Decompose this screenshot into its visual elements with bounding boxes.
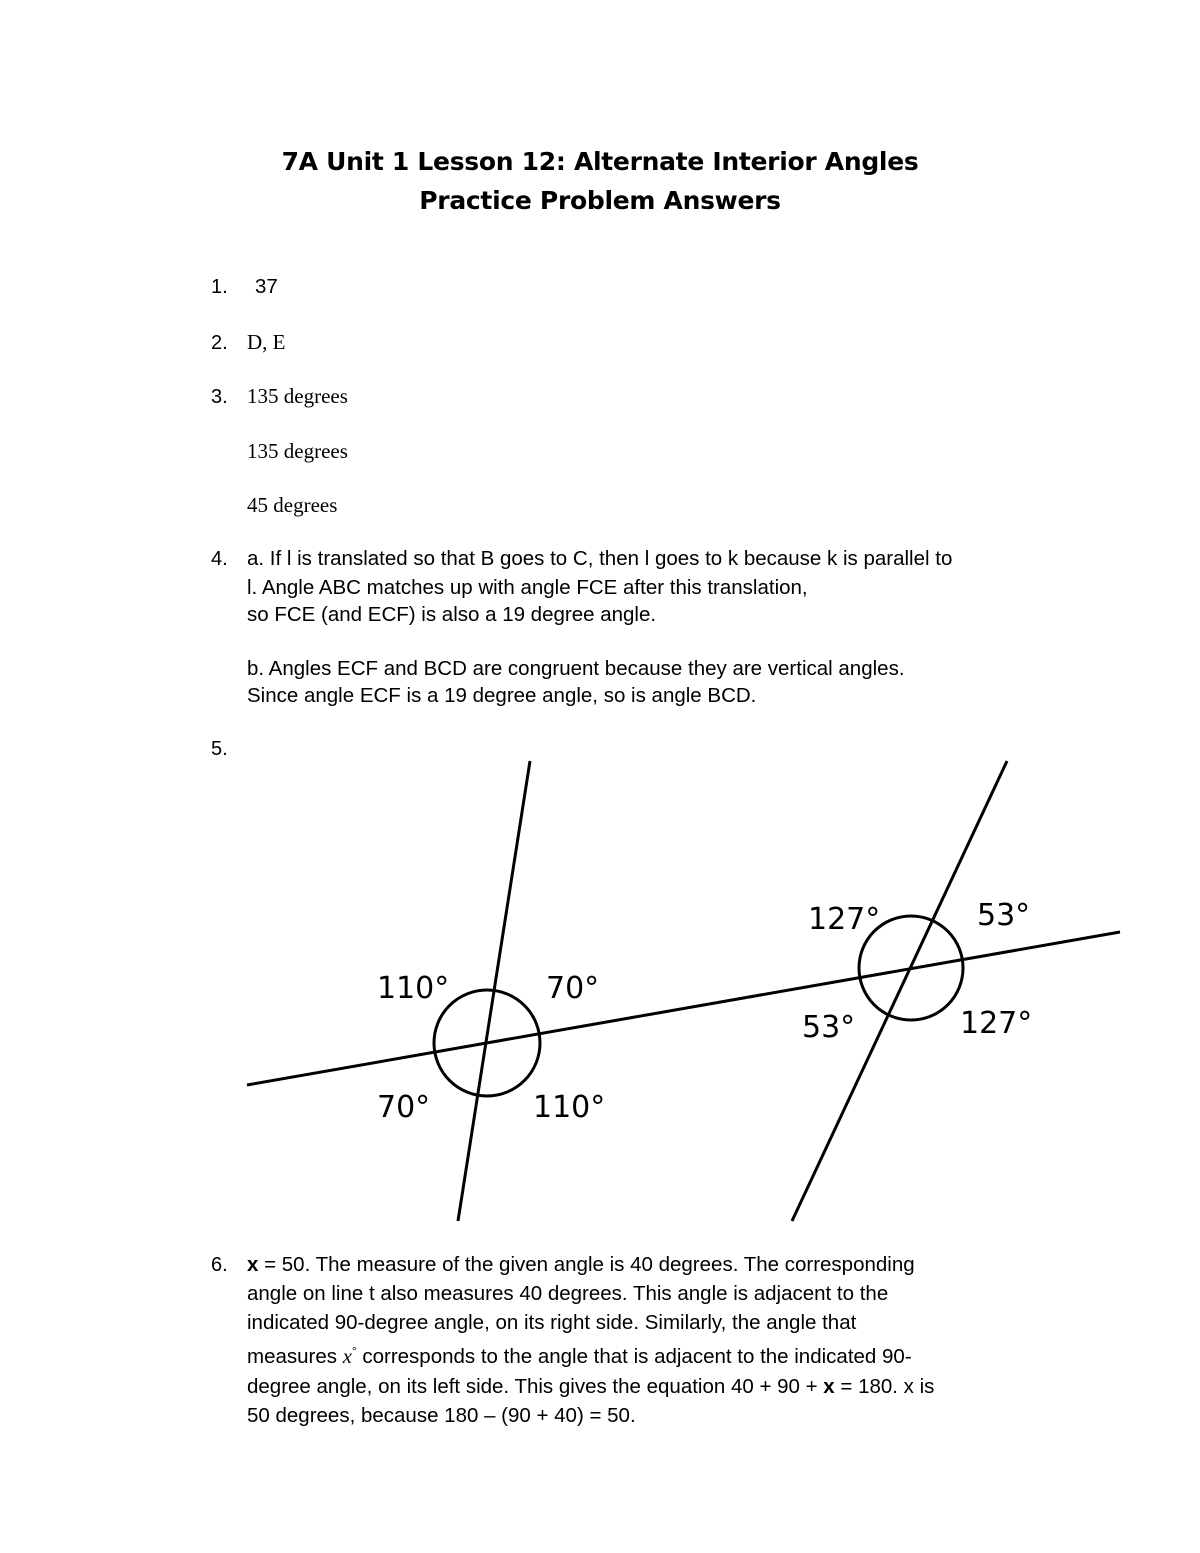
degree-symbol: ° [351,1344,357,1358]
right-top-left-angle: 127° [808,902,881,937]
answer-6-line-5 [247,1372,1087,1401]
answer-4a-line-3: so FCE (and ECF) is also a 19 degree angle. [247,603,657,626]
answer-4b-line-1: b. Angles ECF and BCD are congruent because they are vertical angles. [247,657,905,680]
answer-3-line-2: 135 degrees [247,439,348,463]
answer-6-line-4-post: corresponds to the angle that is adjacent to the indicated 90- [356,1344,912,1368]
answer-4a-line-2: l. Angle ABC matches up with angle FCE after this translation, [247,576,808,599]
left-top-right-angle: 70° [546,971,600,1006]
answer-4a-line-1: a. If l is translated so that B goes to C, then l goes to k because k is parallel to [247,547,953,570]
right-line [792,761,1007,1221]
answer-5-number: 5. [211,738,228,760]
answer-6-text [247,1250,1087,1430]
answer-6-line-4-pre: measures [247,1344,343,1368]
answer-6-line-1-text: = 50. The measure of the given angle is 40 degrees. The corresponding [258,1253,915,1276]
answer-4-number: 4. [211,548,228,570]
left-bottom-right-angle: 110° [533,1090,606,1125]
answer-3-number: 3. [211,386,228,408]
answer-6-line-3: indicated 90-degree angle, on its right side. Similarly, the angle that [247,1311,857,1334]
right-bottom-left-angle: 53° [802,1010,856,1045]
answer-1-number: 1. [211,276,228,298]
answer-6-line-5-post: = 180. x is [834,1374,935,1398]
variable-x: x [247,1253,259,1276]
answer-4b-line-2: Since angle ECF is a 19 degree angle, so is angle BCD. [247,684,757,707]
answer-6-line-5-pre: degree angle, on its left side. This gives the equation 40 + 90 + [247,1374,824,1398]
answer-3-line-1: 135 degrees [247,384,348,408]
variable-x-italic: x [342,1345,352,1368]
answer-6-number: 6. [211,1254,228,1276]
page-subtitle: Practice Problem Answers [419,186,781,215]
answer-6-line-1 [247,1250,1087,1279]
right-top-right-angle: 53° [977,898,1031,933]
answer-6-line-6: 50 degrees, because 180 – (90 + 40) = 50. [247,1403,636,1427]
answer-2-text: D, E [247,330,286,354]
answer-6-line-2: angle on line t also measures 40 degrees. This angle is adjacent to the [247,1282,889,1305]
right-bottom-right-angle: 127° [960,1006,1033,1041]
left-top-left-angle: 110° [377,971,450,1006]
left-bottom-left-angle: 70° [377,1090,431,1125]
answer-2-number: 2. [211,332,228,354]
variable-x-bold: x [823,1374,835,1398]
answer-3-line-3: 45 degrees [247,493,338,517]
page-title: 7A Unit 1 Lesson 12: Alternate Interior Angles [281,147,919,176]
answer-6-line-4 [247,1337,1087,1372]
answer-1-text: 37 [255,275,278,298]
